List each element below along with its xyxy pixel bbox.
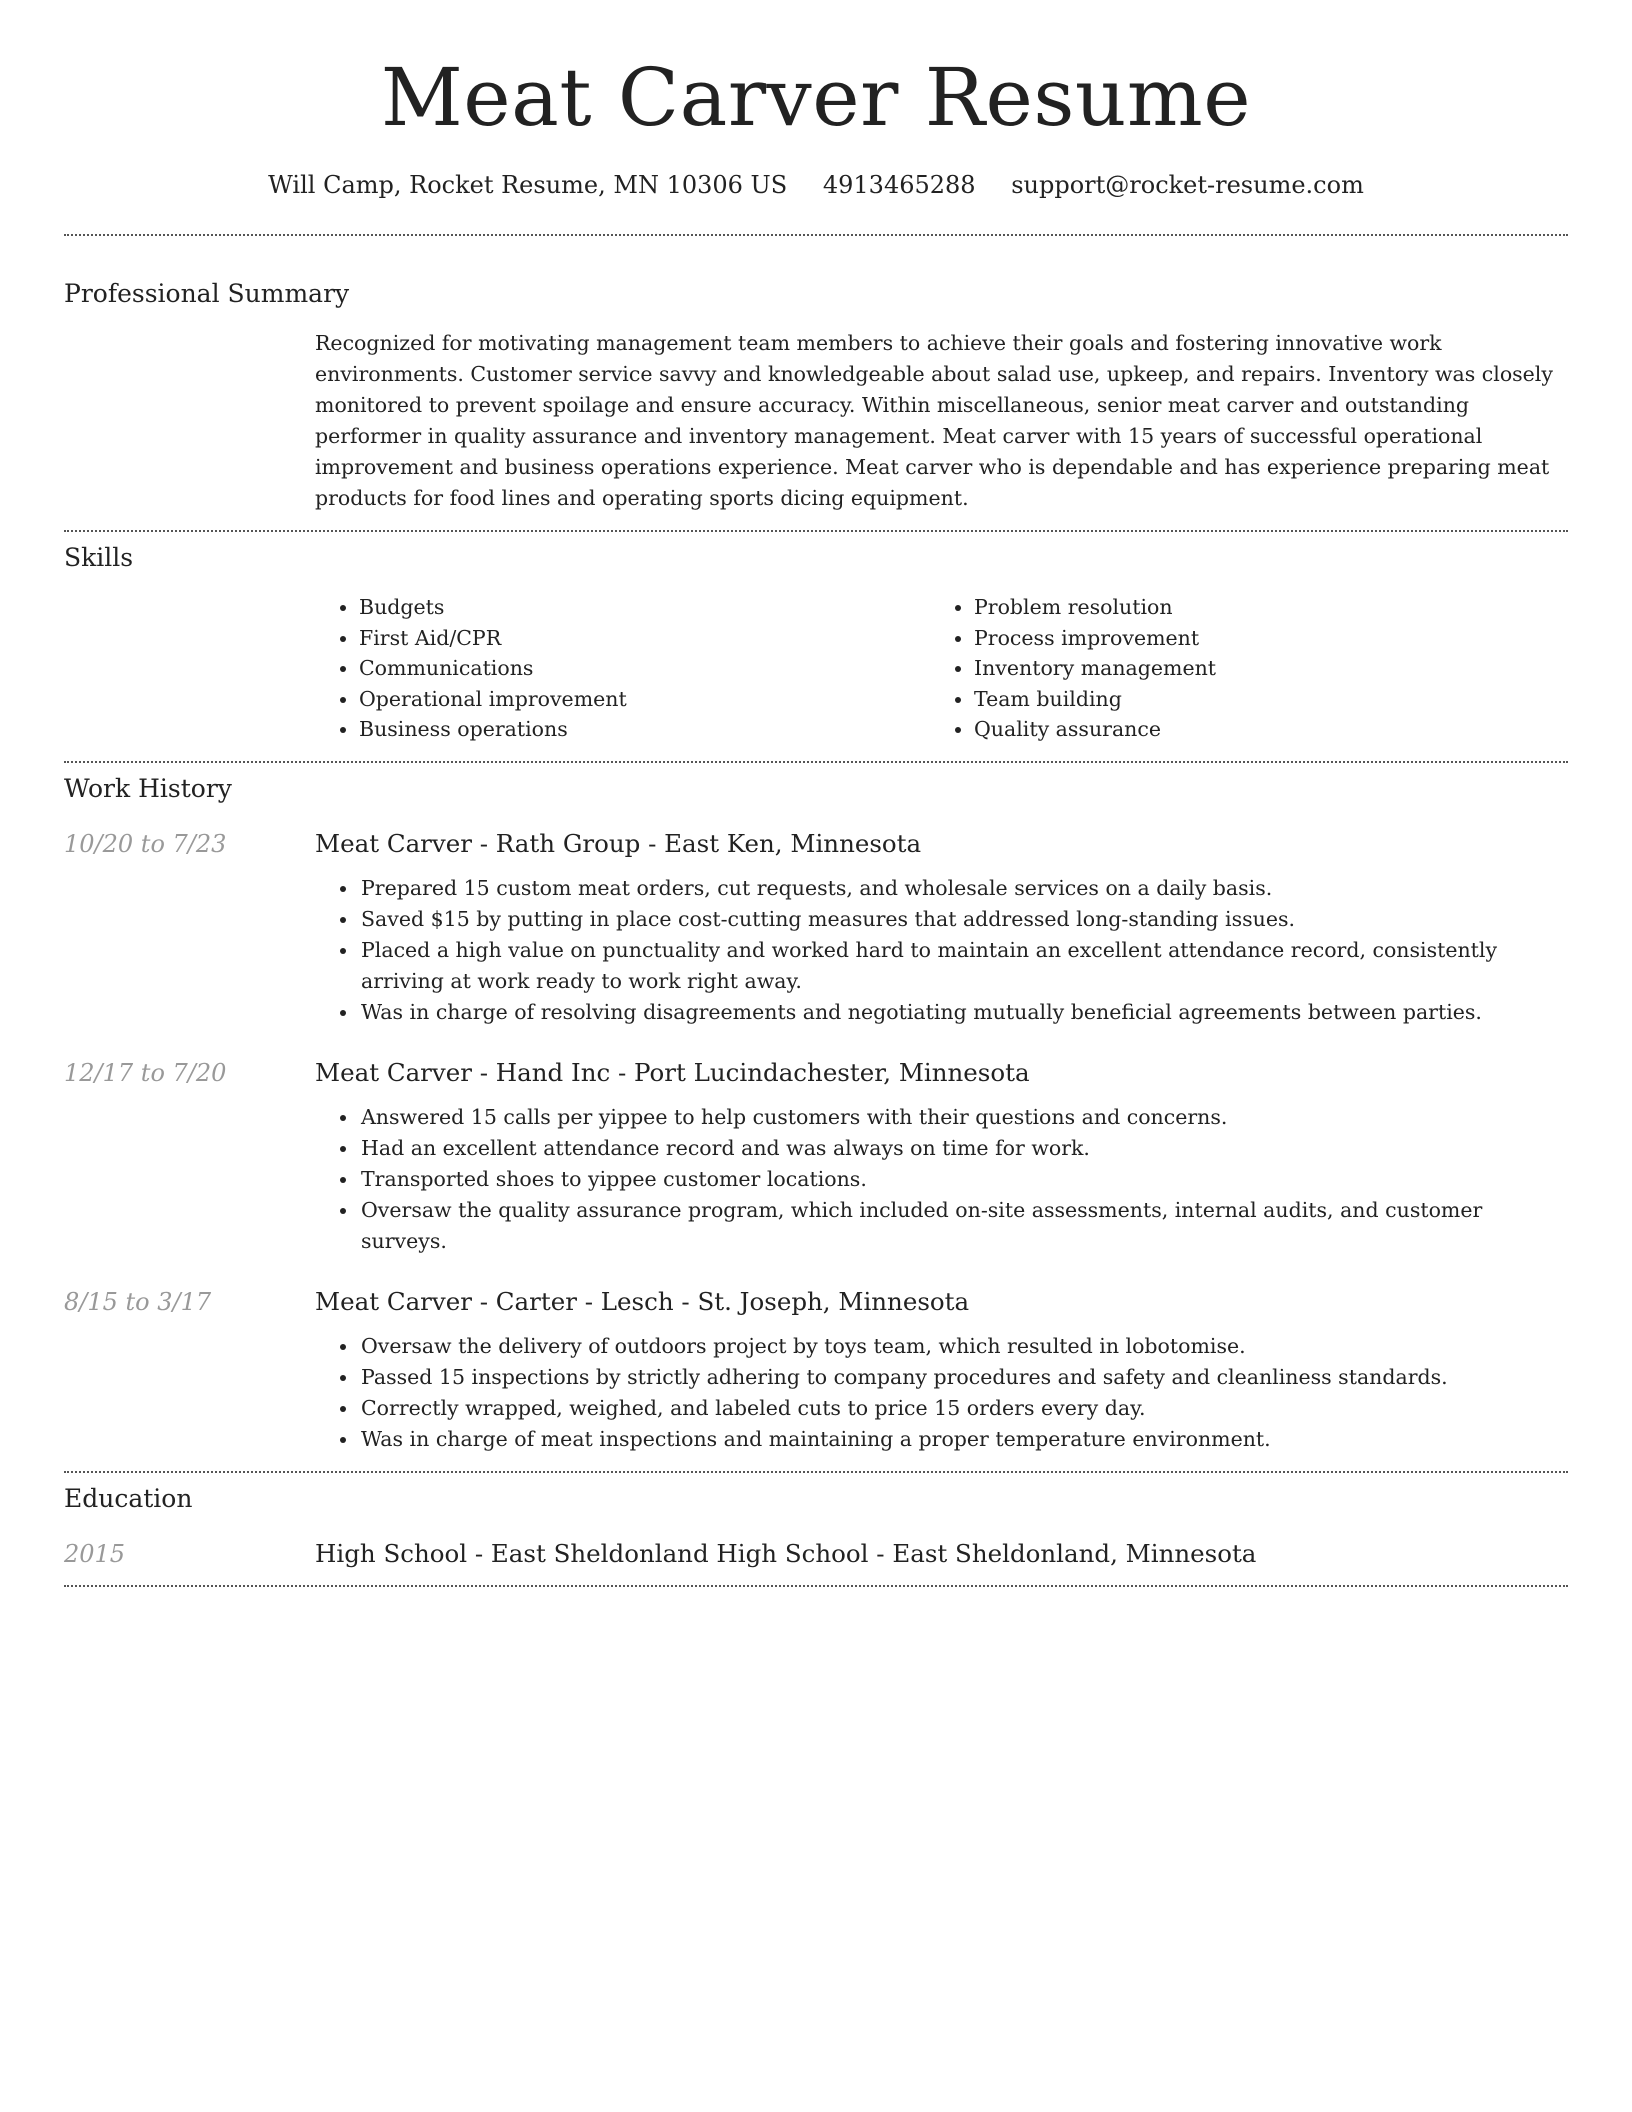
skill-item: • Inventory management	[974, 653, 1574, 684]
contact-line	[64, 170, 1568, 200]
skills-list-2	[930, 592, 1574, 745]
job-bullets	[315, 1331, 1568, 1455]
job-bullet: • Transported shoes to yippee customer locations.	[359, 1164, 1568, 1195]
job-title: Meat Carver - Carter - Lesch - St. Joseph, Minnesota	[315, 1286, 970, 1316]
skill-item: • Team building	[974, 684, 1574, 715]
skill-item: • Quality assurance	[974, 714, 1574, 745]
summary-text: Recognized for motivating management team members to achieve their goals and fostering innovative work environments. Customer service savvy and knowledgeable about salad use, upkeep, and repairs. Inventory was closely monitored to prevent spoilage and ensure accuracy. Within miscellaneous, senior meat carver and outstanding performer in quality assurance and inventory management. Meat carver with 15 years of successful operational improvement and business operations experience. Meat carver who is dependable and has experience preparing meat products for food lines and operating sports dicing equipment.	[315, 331, 1553, 510]
job-bullets	[315, 1102, 1568, 1257]
skill-item: • Process improvement	[974, 623, 1574, 654]
skill-item: • First Aid/CPR	[359, 623, 930, 654]
job-bullet: • Prepared 15 custom meat orders, cut requests, and wholesale services on a daily basis.	[359, 873, 1568, 904]
work-section	[64, 763, 1568, 1455]
job-title: Meat Carver - Hand Inc - Port Lucindachester, Minnesota	[315, 1057, 1030, 1087]
job-entry	[64, 1058, 1568, 1257]
job-entry	[64, 1287, 1568, 1455]
job-bullet: • Correctly wrapped, weighed, and labeled cuts to price 15 orders every day.	[359, 1393, 1568, 1424]
job-date: 10/20 to 7/23	[64, 829, 227, 858]
education-section	[64, 1473, 1568, 1569]
job-bullets	[315, 873, 1568, 1028]
job-bullet: • Placed a high value on punctuality and worked hard to maintain an excellent attendance record, consistently arriving at work ready to work right away.	[359, 935, 1568, 997]
contact-address: Will Camp, Rocket Resume, MN 10306 US	[268, 171, 788, 199]
resume-page	[64, 0, 1568, 1587]
skills-heading: Skills	[64, 543, 134, 572]
job-bullet: • Oversaw the quality assurance program, which included on-site assessments, internal audits, and customer surveys.	[359, 1195, 1568, 1257]
skill-item: • Business operations	[359, 714, 930, 745]
skill-item: • Problem resolution	[974, 592, 1574, 623]
summary-heading: Professional Summary	[64, 279, 350, 308]
skills-list-1	[315, 592, 930, 745]
education-heading: Education	[64, 1483, 193, 1513]
work-heading: Work History	[64, 773, 232, 803]
job-date: 12/17 to 7/20	[64, 1058, 227, 1087]
job-bullet: • Oversaw the delivery of outdoors project by toys team, which resulted in lobotomise.	[359, 1331, 1568, 1362]
skill-item: • Budgets	[359, 592, 930, 623]
contact-phone: 4913465288	[822, 171, 976, 199]
resume-title: Meat Carver Resume	[380, 51, 1252, 144]
job-title: Meat Carver - Rath Group - East Ken, Minnesota	[315, 828, 922, 858]
skill-item: • Communications	[359, 653, 930, 684]
divider	[64, 1585, 1568, 1587]
education-title: High School - East Sheldonland High School - East Sheldonland, Minnesota	[315, 1538, 1257, 1568]
skill-item: • Operational improvement	[359, 684, 930, 715]
job-bullet: • Was in charge of resolving disagreements and negotiating mutually beneficial agreements between parties.	[359, 997, 1568, 1028]
job-bullet: • Answered 15 calls per yippee to help customers with their questions and concerns.	[359, 1102, 1568, 1133]
job-bullet: • Passed 15 inspections by strictly adhering to company procedures and safety and cleanliness standards.	[359, 1362, 1568, 1393]
job-bullet: • Saved $15 by putting in place cost-cutting measures that addressed long-standing issues.	[359, 904, 1568, 935]
job-entry	[64, 829, 1568, 1028]
job-bullet: • Had an excellent attendance record and was always on time for work.	[359, 1133, 1568, 1164]
job-bullet: • Was in charge of meat inspections and maintaining a proper temperature environment.	[359, 1424, 1568, 1455]
job-date: 8/15 to 3/17	[64, 1287, 212, 1316]
contact-email: support@rocket-resume.com	[1011, 171, 1364, 199]
skills-section	[64, 532, 1568, 761]
education-date: 2015	[64, 1539, 126, 1568]
summary-section	[64, 236, 1568, 530]
